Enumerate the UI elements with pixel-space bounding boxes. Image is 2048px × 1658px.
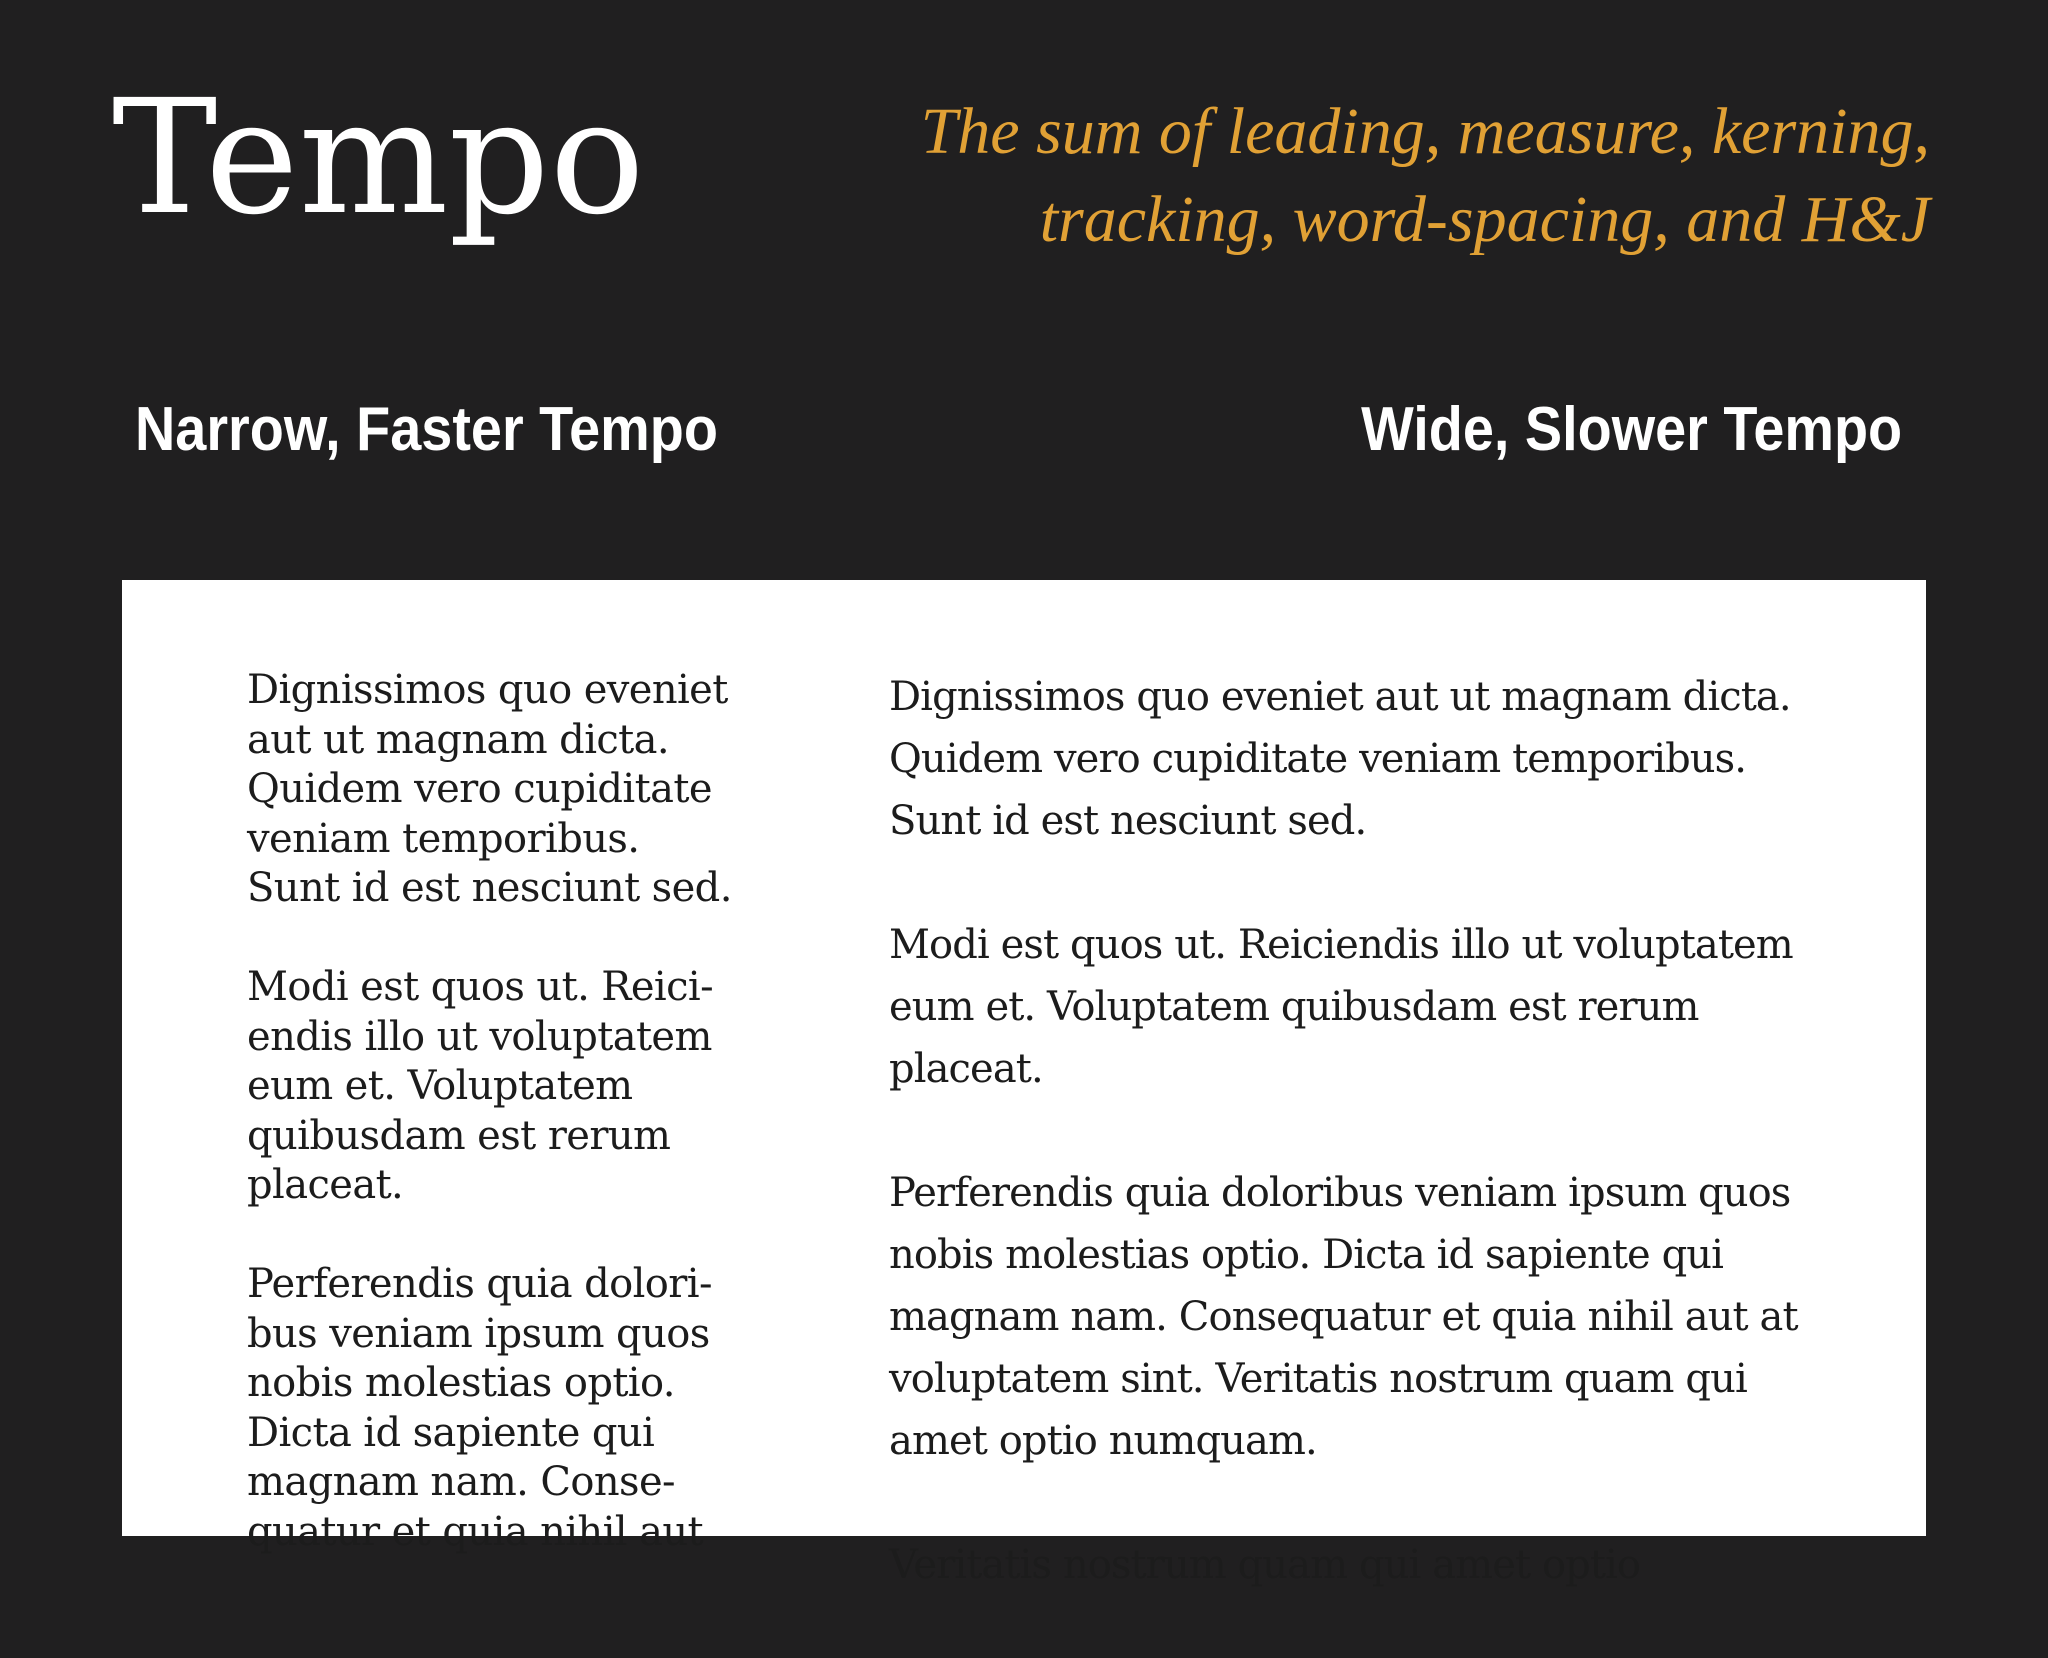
slide-tagline: [730, 88, 1930, 264]
tagline-line: The sum of leading, measure, kerning,: [920, 95, 1930, 168]
paragraph: [247, 666, 787, 914]
text-line: Sunt id est nesciunt sed.: [247, 865, 732, 911]
text-line: Quidem vero cupiditate: [247, 766, 712, 812]
slide-title: Tempo: [112, 66, 645, 250]
text-line: nobis molestias optio.: [247, 1360, 675, 1406]
paragraph: [889, 666, 1889, 852]
text-line: quatur et quia nihil aut: [247, 1508, 703, 1555]
text-line: Modi est quos ut. Reici-: [247, 964, 713, 1010]
text-line: Perferendis quia doloribus veniam ipsum quos: [889, 1170, 1791, 1216]
narrow-text-column: [247, 666, 787, 1607]
text-line: Modi est quos ut. Reiciendis illo ut voluptatem: [889, 922, 1793, 968]
text-line: eum et. Voluptatem: [247, 1063, 633, 1109]
text-line: Perferendis quia dolori-: [247, 1261, 712, 1307]
text-line: placeat.: [247, 1162, 404, 1208]
text-line: bus veniam ipsum quos: [247, 1310, 710, 1357]
paragraph: [889, 1162, 1889, 1472]
text-line: Dignissimos quo eveniet aut ut magnam dicta.: [889, 674, 1791, 720]
narrow-column-label: Narrow, Faster Tempo: [135, 395, 718, 464]
text-line: placeat.: [889, 1046, 1043, 1092]
text-line: Dicta id sapiente qui: [247, 1409, 655, 1456]
tagline-line: tracking, word-spacing, and H&J: [1039, 183, 1930, 256]
text-line: magnam nam. Conse-: [247, 1459, 675, 1505]
text-line: Sunt id est nesciunt sed.: [889, 798, 1367, 844]
text-line: Veritatis nostrum quam qui amet optio: [889, 1542, 1641, 1588]
text-line: quibusdam est rerum: [247, 1112, 671, 1159]
text-line: Dignissimos quo eveniet: [247, 667, 728, 713]
text-line: endis illo ut voluptatem: [247, 1013, 712, 1060]
text-line: voluptatem sint. Veritatis nostrum quam qui: [889, 1356, 1747, 1402]
text-line: eum et. Voluptatem quibusdam est rerum: [889, 984, 1699, 1030]
wide-column-label: Wide, Slower Tempo: [1360, 395, 1902, 464]
text-line: nobis molestias optio. Dicta id sapiente qui: [889, 1232, 1724, 1278]
text-line: amet optio numquam.: [889, 1418, 1317, 1464]
text-line: aut ut magnam dicta.: [247, 716, 670, 763]
wide-text-column: [889, 666, 1889, 1658]
text-line: magnam nam. Consequatur et quia nihil aut at: [889, 1294, 1798, 1340]
text-line: veniam temporibus.: [247, 815, 640, 862]
text-sample-panel: [122, 580, 1926, 1588]
paragraph: [247, 1260, 787, 1557]
paragraph: [889, 914, 1889, 1100]
paragraph: [247, 963, 787, 1211]
text-line: Quidem vero cupiditate veniam temporibus.: [889, 736, 1747, 782]
paragraph: [889, 1534, 1889, 1596]
